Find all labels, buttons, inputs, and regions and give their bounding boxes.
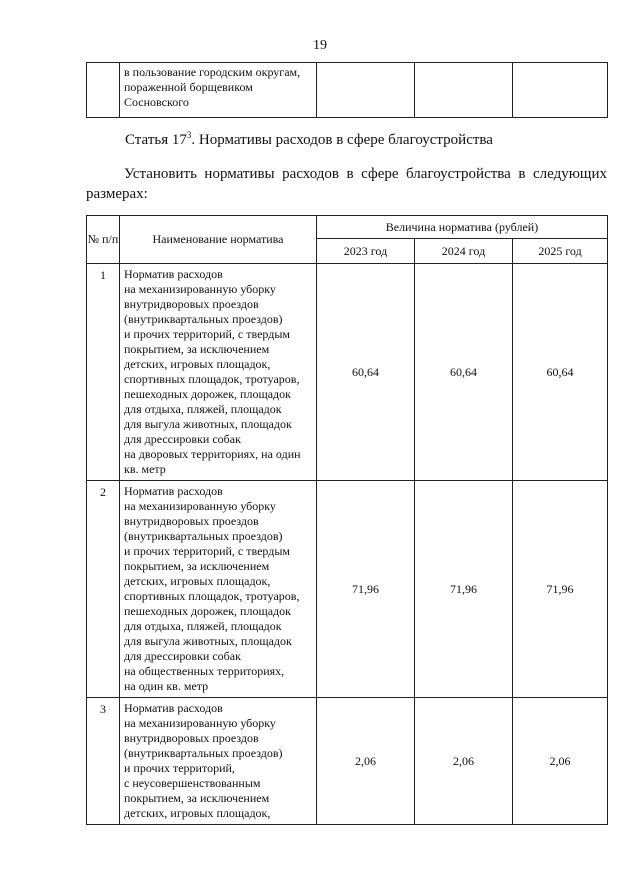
- header-year-2025: 2025 год: [513, 239, 608, 264]
- article-title: . Нормативы расходов в сфере благоустройства: [191, 132, 493, 148]
- article-prefix: Статья 17: [125, 132, 187, 148]
- continued-table-fragment: [86, 62, 608, 118]
- norm-name-cell: Норматив расходов на механизированную уборку внутридворовых проездов (внутриквартальных проездов) и прочих территорий, с неусовершенствованным покрытием, за исключением детских, игровых площадок,: [120, 698, 317, 825]
- norm-name-cell: Норматив расходов на механизированную уборку внутридворовых проездов (внутриквартальных проездов) и прочих территорий, с твердым покрытием, за исключением детских, игровых площадок, спортивных площадок, тротуаров, пешеходных дорожек, площадок для отдыха, пляжей, площадок для выгула животных, площадок для дрессировки собак на общественных территориях, на один кв. метр: [120, 481, 317, 698]
- value-2023-cell: [317, 63, 415, 118]
- value-2024-cell: 2,06: [415, 698, 513, 825]
- row-number-cell: [87, 63, 120, 118]
- table-row: [87, 481, 608, 698]
- row-number-cell: 3: [87, 698, 120, 825]
- header-year-2023: 2023 год: [317, 239, 415, 264]
- table-header-row: [87, 216, 608, 239]
- table-row: [87, 698, 608, 825]
- value-2025-cell: 60,64: [513, 264, 608, 481]
- value-2025-cell: 2,06: [513, 698, 608, 825]
- value-2024-cell: 71,96: [415, 481, 513, 698]
- norm-name-cell: в пользование городским округам, пораженной борщевиком Сосновского: [120, 63, 317, 118]
- value-2024-cell: 60,64: [415, 264, 513, 481]
- table-row: [87, 264, 608, 481]
- value-2023-cell: 60,64: [317, 264, 415, 481]
- value-2024-cell: [415, 63, 513, 118]
- norms-table: [86, 215, 608, 825]
- value-2023-cell: 2,06: [317, 698, 415, 825]
- intro-paragraph: Установить нормативы расходов в сфере благоустройства в следующих размерах:: [86, 166, 607, 202]
- value-2025-cell: 71,96: [513, 481, 608, 698]
- row-number-cell: 2: [87, 481, 120, 698]
- row-number-cell: 1: [87, 264, 120, 481]
- table-row: [87, 63, 608, 118]
- article-superscript: 3: [186, 130, 192, 140]
- value-2023-cell: 71,96: [317, 481, 415, 698]
- value-2025-cell: [513, 63, 608, 118]
- norm-name-cell: Норматив расходов на механизированную уборку внутридворовых проездов (внутриквартальных проездов) и прочих территорий, с твердым покрытием, за исключением детских, игровых площадок, спортивных площадок, тротуаров, пешеходных дорожек, площадок для отдыха, пляжей, площадок для выгула животных, площадок для дрессировки собак на дворовых территориях, на один кв. метр: [120, 264, 317, 481]
- header-year-2024: 2024 год: [415, 239, 513, 264]
- header-number: № п/п: [87, 216, 120, 264]
- header-name: Наименование норматива: [120, 216, 317, 264]
- article-heading: [125, 130, 493, 149]
- header-value-group: Величина норматива (рублей): [317, 216, 608, 239]
- page-number: 19: [313, 38, 327, 53]
